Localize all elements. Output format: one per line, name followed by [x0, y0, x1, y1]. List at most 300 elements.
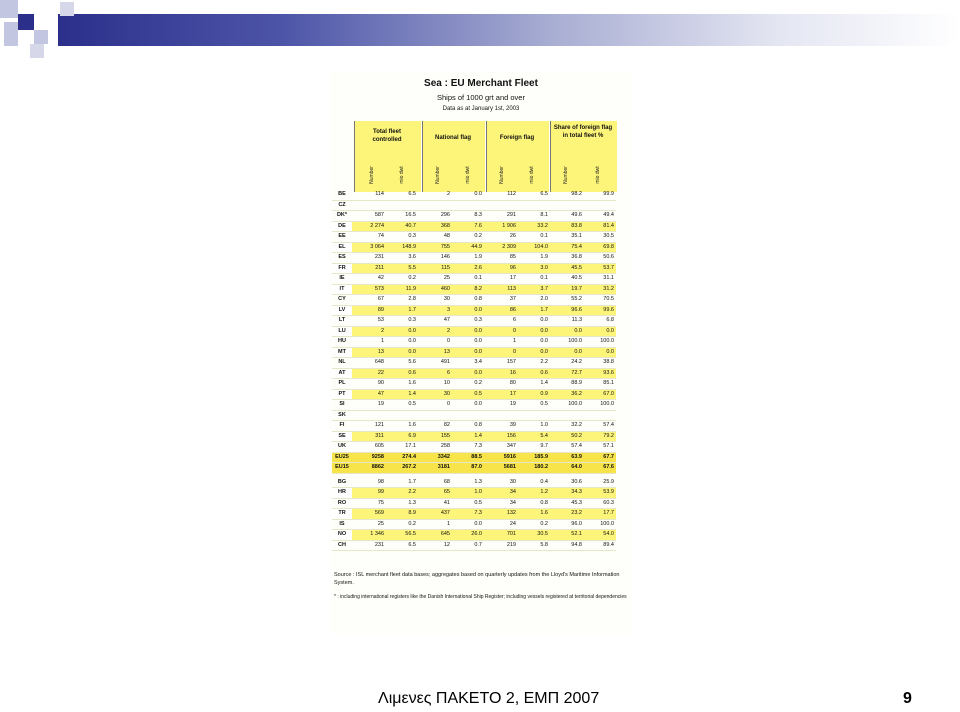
value-cell: [352, 200, 386, 211]
value-cell: 75: [352, 498, 386, 509]
table-row: [332, 200, 616, 211]
value-cell: 1.6: [518, 509, 550, 520]
table-row: [332, 368, 616, 379]
value-cell: 0.0: [452, 305, 484, 316]
country-code-cell: RO: [332, 498, 352, 509]
value-cell: 8862: [352, 463, 386, 474]
value-cell: 0.1: [452, 274, 484, 285]
group-header-foreign-flag: Foreign flag: [499, 135, 535, 141]
value-cell: 3342: [418, 452, 452, 463]
value-cell: 0.3: [386, 232, 418, 243]
value-cell: 648: [352, 358, 386, 369]
value-cell: 155: [418, 431, 452, 442]
country-code-cell: IT: [332, 284, 352, 295]
value-cell: 50.6: [584, 253, 616, 264]
value-cell: 0.0: [518, 347, 550, 358]
value-cell: 49.4: [584, 211, 616, 222]
value-cell: 33.2: [518, 221, 550, 232]
table-row: [332, 389, 616, 400]
decor-square: [34, 30, 48, 44]
country-code-cell: CH: [332, 540, 352, 551]
value-cell: 57.1: [584, 442, 616, 453]
value-cell: 605: [352, 442, 386, 453]
value-cell: 0.3: [452, 316, 484, 327]
value-cell: 17: [484, 274, 518, 285]
value-cell: 17.1: [386, 442, 418, 453]
value-cell: 52.1: [550, 530, 584, 541]
value-cell: 0: [418, 400, 452, 411]
value-cell: 24: [484, 519, 518, 530]
value-cell: 5681: [484, 463, 518, 474]
value-cell: 98: [352, 478, 386, 488]
value-cell: 8.2: [452, 284, 484, 295]
value-cell: 88.5: [452, 452, 484, 463]
value-cell: 89: [352, 305, 386, 316]
value-cell: 0.2: [452, 232, 484, 243]
value-cell: 0.9: [518, 389, 550, 400]
value-cell: 6.8: [584, 316, 616, 327]
value-cell: 34.3: [550, 488, 584, 499]
value-cell: 0.0: [386, 326, 418, 337]
value-cell: 67.7: [584, 452, 616, 463]
value-cell: 0.0: [452, 400, 484, 411]
value-cell: 0: [484, 326, 518, 337]
subheader-number: Number: [499, 166, 505, 184]
value-cell: 67.0: [584, 389, 616, 400]
value-cell: 39: [484, 421, 518, 432]
value-cell: 573: [352, 284, 386, 295]
value-cell: 38.8: [584, 358, 616, 369]
value-cell: 90: [352, 379, 386, 390]
value-cell: 17: [484, 389, 518, 400]
table-row: [332, 211, 616, 222]
value-cell: 1.9: [518, 253, 550, 264]
value-cell: 70.5: [584, 295, 616, 306]
country-code-cell: BE: [332, 190, 352, 200]
value-cell: 31.2: [584, 284, 616, 295]
value-cell: 645: [418, 530, 452, 541]
value-cell: 19: [484, 400, 518, 411]
value-cell: 40.7: [386, 221, 418, 232]
value-cell: [550, 200, 584, 211]
table-row: [332, 452, 616, 463]
table-row: [332, 232, 616, 243]
table-row: [332, 410, 616, 421]
value-cell: [418, 410, 452, 421]
country-code-cell: UK: [332, 442, 352, 453]
value-cell: 3 064: [352, 242, 386, 253]
value-cell: 5916: [484, 452, 518, 463]
table-row: [332, 431, 616, 442]
value-cell: 0.6: [518, 368, 550, 379]
value-cell: 41: [418, 498, 452, 509]
table-row: [332, 242, 616, 253]
decor-square: [18, 14, 34, 30]
value-cell: 45.3: [550, 498, 584, 509]
value-cell: 100.0: [550, 337, 584, 348]
value-cell: 1.0: [452, 488, 484, 499]
value-cell: 11.9: [386, 284, 418, 295]
value-cell: 0.0: [386, 337, 418, 348]
value-cell: 0.4: [518, 478, 550, 488]
value-cell: 0.8: [452, 295, 484, 306]
value-cell: 80: [484, 379, 518, 390]
value-cell: 5.4: [518, 431, 550, 442]
value-cell: 96.0: [550, 519, 584, 530]
value-cell: 25: [418, 274, 452, 285]
value-cell: 1.7: [386, 305, 418, 316]
value-cell: 13: [352, 347, 386, 358]
subheader-dwt: mio dwt: [595, 166, 601, 184]
value-cell: 81.4: [584, 221, 616, 232]
table-row: [332, 284, 616, 295]
value-cell: 0.0: [550, 326, 584, 337]
value-cell: 0.3: [386, 316, 418, 327]
value-cell: 82: [418, 421, 452, 432]
value-cell: 0.5: [452, 389, 484, 400]
country-code-cell: SE: [332, 431, 352, 442]
table-row: [332, 190, 616, 200]
value-cell: 48: [418, 232, 452, 243]
value-cell: 87.0: [452, 463, 484, 474]
country-code-cell: EL: [332, 242, 352, 253]
value-cell: [484, 410, 518, 421]
value-cell: 1.6: [386, 421, 418, 432]
decor-square: [30, 44, 44, 58]
table-row: [332, 326, 616, 337]
value-cell: 296: [418, 211, 452, 222]
value-cell: 219: [484, 540, 518, 551]
value-cell: 65: [418, 488, 452, 499]
value-cell: 31.1: [584, 274, 616, 285]
value-cell: 211: [352, 263, 386, 274]
value-cell: 5.8: [518, 540, 550, 551]
value-cell: 115: [418, 263, 452, 274]
value-cell: 2 309: [484, 242, 518, 253]
table-row: [332, 540, 616, 551]
fleet-data-table: [332, 190, 616, 551]
value-cell: 37: [484, 295, 518, 306]
country-code-cell: SI: [332, 400, 352, 411]
value-cell: 24.2: [550, 358, 584, 369]
value-cell: 3.7: [518, 284, 550, 295]
table-subtitle: Ships of 1000 grt and over: [437, 93, 525, 102]
value-cell: 1: [418, 519, 452, 530]
value-cell: [452, 410, 484, 421]
table-row: [332, 221, 616, 232]
value-cell: 9.7: [518, 442, 550, 453]
subheader-number: Number: [435, 166, 441, 184]
value-cell: 99.6: [584, 305, 616, 316]
value-cell: 0.5: [386, 400, 418, 411]
table-row: [332, 498, 616, 509]
table-row: [332, 400, 616, 411]
value-cell: 100.0: [550, 400, 584, 411]
country-code-cell: IS: [332, 519, 352, 530]
value-cell: 85: [484, 253, 518, 264]
value-cell: 30.6: [550, 478, 584, 488]
value-cell: 75.4: [550, 242, 584, 253]
footnote: * : including international registers like the Danish International Ship Register; including vessels registered at territorial dependencies: [334, 594, 627, 600]
table-row: [332, 347, 616, 358]
value-cell: 569: [352, 509, 386, 520]
value-cell: [584, 200, 616, 211]
source-note: Source : ISL merchant fleet data bases; aggregates based on quarterly updates from the Lloyd's Maritime Information System.: [334, 572, 620, 586]
value-cell: 121: [352, 421, 386, 432]
decor-square: [60, 2, 74, 16]
value-cell: 6.5: [386, 540, 418, 551]
value-cell: 3.0: [518, 263, 550, 274]
value-cell: 0.8: [518, 498, 550, 509]
value-cell: 54.0: [584, 530, 616, 541]
value-cell: 9258: [352, 452, 386, 463]
value-cell: 47: [352, 389, 386, 400]
value-cell: 112: [484, 190, 518, 200]
value-cell: 368: [418, 221, 452, 232]
value-cell: [352, 410, 386, 421]
table-row: [332, 509, 616, 520]
value-cell: 132: [484, 509, 518, 520]
table-row: [332, 379, 616, 390]
value-cell: 104.0: [518, 242, 550, 253]
value-cell: 291: [484, 211, 518, 222]
value-cell: 460: [418, 284, 452, 295]
value-cell: 0.0: [452, 337, 484, 348]
value-cell: 0.5: [452, 498, 484, 509]
value-cell: 1 906: [484, 221, 518, 232]
value-cell: 1 346: [352, 530, 386, 541]
value-cell: 47: [418, 316, 452, 327]
value-cell: [518, 410, 550, 421]
table-title: Sea : EU Merchant Fleet: [424, 78, 538, 89]
group-header-total-fleet: Total fleet controlled: [372, 129, 402, 143]
value-cell: 68: [418, 478, 452, 488]
value-cell: 1.7: [386, 478, 418, 488]
slide-footer: Λιμενες ΠΑΚΕΤΟ 2, ΕΜΠ 2007: [378, 690, 600, 707]
value-cell: 6.9: [386, 431, 418, 442]
value-cell: 437: [418, 509, 452, 520]
value-cell: 42: [352, 274, 386, 285]
value-cell: [418, 200, 452, 211]
country-code-cell: MT: [332, 347, 352, 358]
table-row: [332, 316, 616, 327]
subheader-dwt: mio dwt: [529, 166, 535, 184]
value-cell: 57.4: [584, 421, 616, 432]
subheader-number: Number: [369, 166, 375, 184]
country-code-cell: CZ: [332, 200, 352, 211]
value-cell: 11.3: [550, 316, 584, 327]
country-code-cell: SK: [332, 410, 352, 421]
value-cell: 99.9: [584, 190, 616, 200]
value-cell: 1.4: [452, 431, 484, 442]
value-cell: 701: [484, 530, 518, 541]
value-cell: 88.9: [550, 379, 584, 390]
value-cell: 57.4: [550, 442, 584, 453]
decor-square: [0, 0, 18, 18]
value-cell: 7.3: [452, 442, 484, 453]
value-cell: 755: [418, 242, 452, 253]
country-code-cell: EU15: [332, 463, 352, 474]
value-cell: 0.0: [550, 347, 584, 358]
value-cell: 113: [484, 284, 518, 295]
value-cell: 69.8: [584, 242, 616, 253]
table-row: [332, 463, 616, 474]
value-cell: 156: [484, 431, 518, 442]
value-cell: 1.9: [452, 253, 484, 264]
table-row: [332, 274, 616, 285]
value-cell: 35.1: [550, 232, 584, 243]
value-cell: 0.0: [518, 316, 550, 327]
value-cell: 0.2: [518, 519, 550, 530]
value-cell: 1.3: [386, 498, 418, 509]
value-cell: 99: [352, 488, 386, 499]
value-cell: 22: [352, 368, 386, 379]
value-cell: 1.6: [386, 379, 418, 390]
value-cell: 93.6: [584, 368, 616, 379]
decor-square: [4, 22, 18, 46]
value-cell: 98.2: [550, 190, 584, 200]
value-cell: 185.9: [518, 452, 550, 463]
value-cell: 19: [352, 400, 386, 411]
value-cell: [452, 200, 484, 211]
value-cell: 0.2: [452, 379, 484, 390]
value-cell: 6.5: [386, 190, 418, 200]
value-cell: 96: [484, 263, 518, 274]
header-gradient-bar: [58, 14, 960, 46]
value-cell: 0.0: [452, 347, 484, 358]
table-row: [332, 263, 616, 274]
value-cell: 56.5: [386, 530, 418, 541]
country-code-cell: EE: [332, 232, 352, 243]
value-cell: 79.2: [584, 431, 616, 442]
value-cell: 0.0: [452, 190, 484, 200]
value-cell: 3.6: [386, 253, 418, 264]
value-cell: 1.7: [518, 305, 550, 316]
value-cell: 1.4: [518, 379, 550, 390]
value-cell: 1.0: [518, 421, 550, 432]
table-row: [332, 488, 616, 499]
value-cell: 1.2: [518, 488, 550, 499]
value-cell: 96.6: [550, 305, 584, 316]
value-cell: 26.0: [452, 530, 484, 541]
value-cell: 0.0: [518, 326, 550, 337]
value-cell: 8.9: [386, 509, 418, 520]
value-cell: 10: [418, 379, 452, 390]
country-code-cell: DK*: [332, 211, 352, 222]
country-code-cell: FR: [332, 263, 352, 274]
value-cell: 49.6: [550, 211, 584, 222]
value-cell: 0.6: [386, 368, 418, 379]
value-cell: 12: [418, 540, 452, 551]
value-cell: 0.0: [452, 519, 484, 530]
value-cell: 100.0: [584, 337, 616, 348]
value-cell: 0.8: [452, 421, 484, 432]
value-cell: 6: [418, 368, 452, 379]
country-code-cell: PL: [332, 379, 352, 390]
country-code-cell: EU25: [332, 452, 352, 463]
value-cell: 0.0: [386, 347, 418, 358]
value-cell: 60.3: [584, 498, 616, 509]
value-cell: 25.9: [584, 478, 616, 488]
table-row: [332, 519, 616, 530]
value-cell: 94.8: [550, 540, 584, 551]
value-cell: [550, 410, 584, 421]
value-cell: 67.6: [584, 463, 616, 474]
value-cell: 258: [418, 442, 452, 453]
value-cell: 53: [352, 316, 386, 327]
country-code-cell: BG: [332, 478, 352, 488]
value-cell: 274.4: [386, 452, 418, 463]
country-code-cell: CY: [332, 295, 352, 306]
value-cell: 34: [484, 488, 518, 499]
value-cell: 16.5: [386, 211, 418, 222]
value-cell: 2: [418, 326, 452, 337]
country-code-cell: TR: [332, 509, 352, 520]
value-cell: 157: [484, 358, 518, 369]
value-cell: 3181: [418, 463, 452, 474]
table-row: [332, 421, 616, 432]
value-cell: 1: [484, 337, 518, 348]
table-row: [332, 295, 616, 306]
value-cell: 32.2: [550, 421, 584, 432]
value-cell: 2.8: [386, 295, 418, 306]
value-cell: 30: [418, 295, 452, 306]
value-cell: 311: [352, 431, 386, 442]
value-cell: 19.7: [550, 284, 584, 295]
value-cell: 6: [484, 316, 518, 327]
value-cell: 86: [484, 305, 518, 316]
value-cell: 5.6: [386, 358, 418, 369]
fleet-table-sheet: [330, 72, 632, 634]
value-cell: 146: [418, 253, 452, 264]
country-code-cell: LU: [332, 326, 352, 337]
value-cell: 2.2: [386, 488, 418, 499]
value-cell: 53.7: [584, 263, 616, 274]
value-cell: 2: [418, 190, 452, 200]
value-cell: 16: [484, 368, 518, 379]
value-cell: 8.3: [452, 211, 484, 222]
value-cell: 0.5: [518, 400, 550, 411]
value-cell: 3: [418, 305, 452, 316]
value-cell: 347: [484, 442, 518, 453]
table-row: [332, 358, 616, 369]
value-cell: [386, 410, 418, 421]
value-cell: 6.5: [518, 190, 550, 200]
value-cell: 50.2: [550, 431, 584, 442]
country-code-cell: IE: [332, 274, 352, 285]
value-cell: 0: [484, 347, 518, 358]
value-cell: 114: [352, 190, 386, 200]
value-cell: 0: [418, 337, 452, 348]
value-cell: [584, 410, 616, 421]
value-cell: 30: [484, 478, 518, 488]
value-cell: 0.0: [452, 368, 484, 379]
table-row: [332, 530, 616, 541]
country-code-cell: NL: [332, 358, 352, 369]
country-code-cell: NO: [332, 530, 352, 541]
value-cell: 0.0: [518, 337, 550, 348]
value-cell: 7.3: [452, 509, 484, 520]
value-cell: 2 274: [352, 221, 386, 232]
value-cell: 40.5: [550, 274, 584, 285]
page-number: 9: [903, 690, 912, 707]
value-cell: 30.5: [518, 530, 550, 541]
value-cell: 63.9: [550, 452, 584, 463]
country-code-cell: LV: [332, 305, 352, 316]
value-cell: 0.0: [452, 326, 484, 337]
value-cell: 100.0: [584, 519, 616, 530]
value-cell: 89.4: [584, 540, 616, 551]
